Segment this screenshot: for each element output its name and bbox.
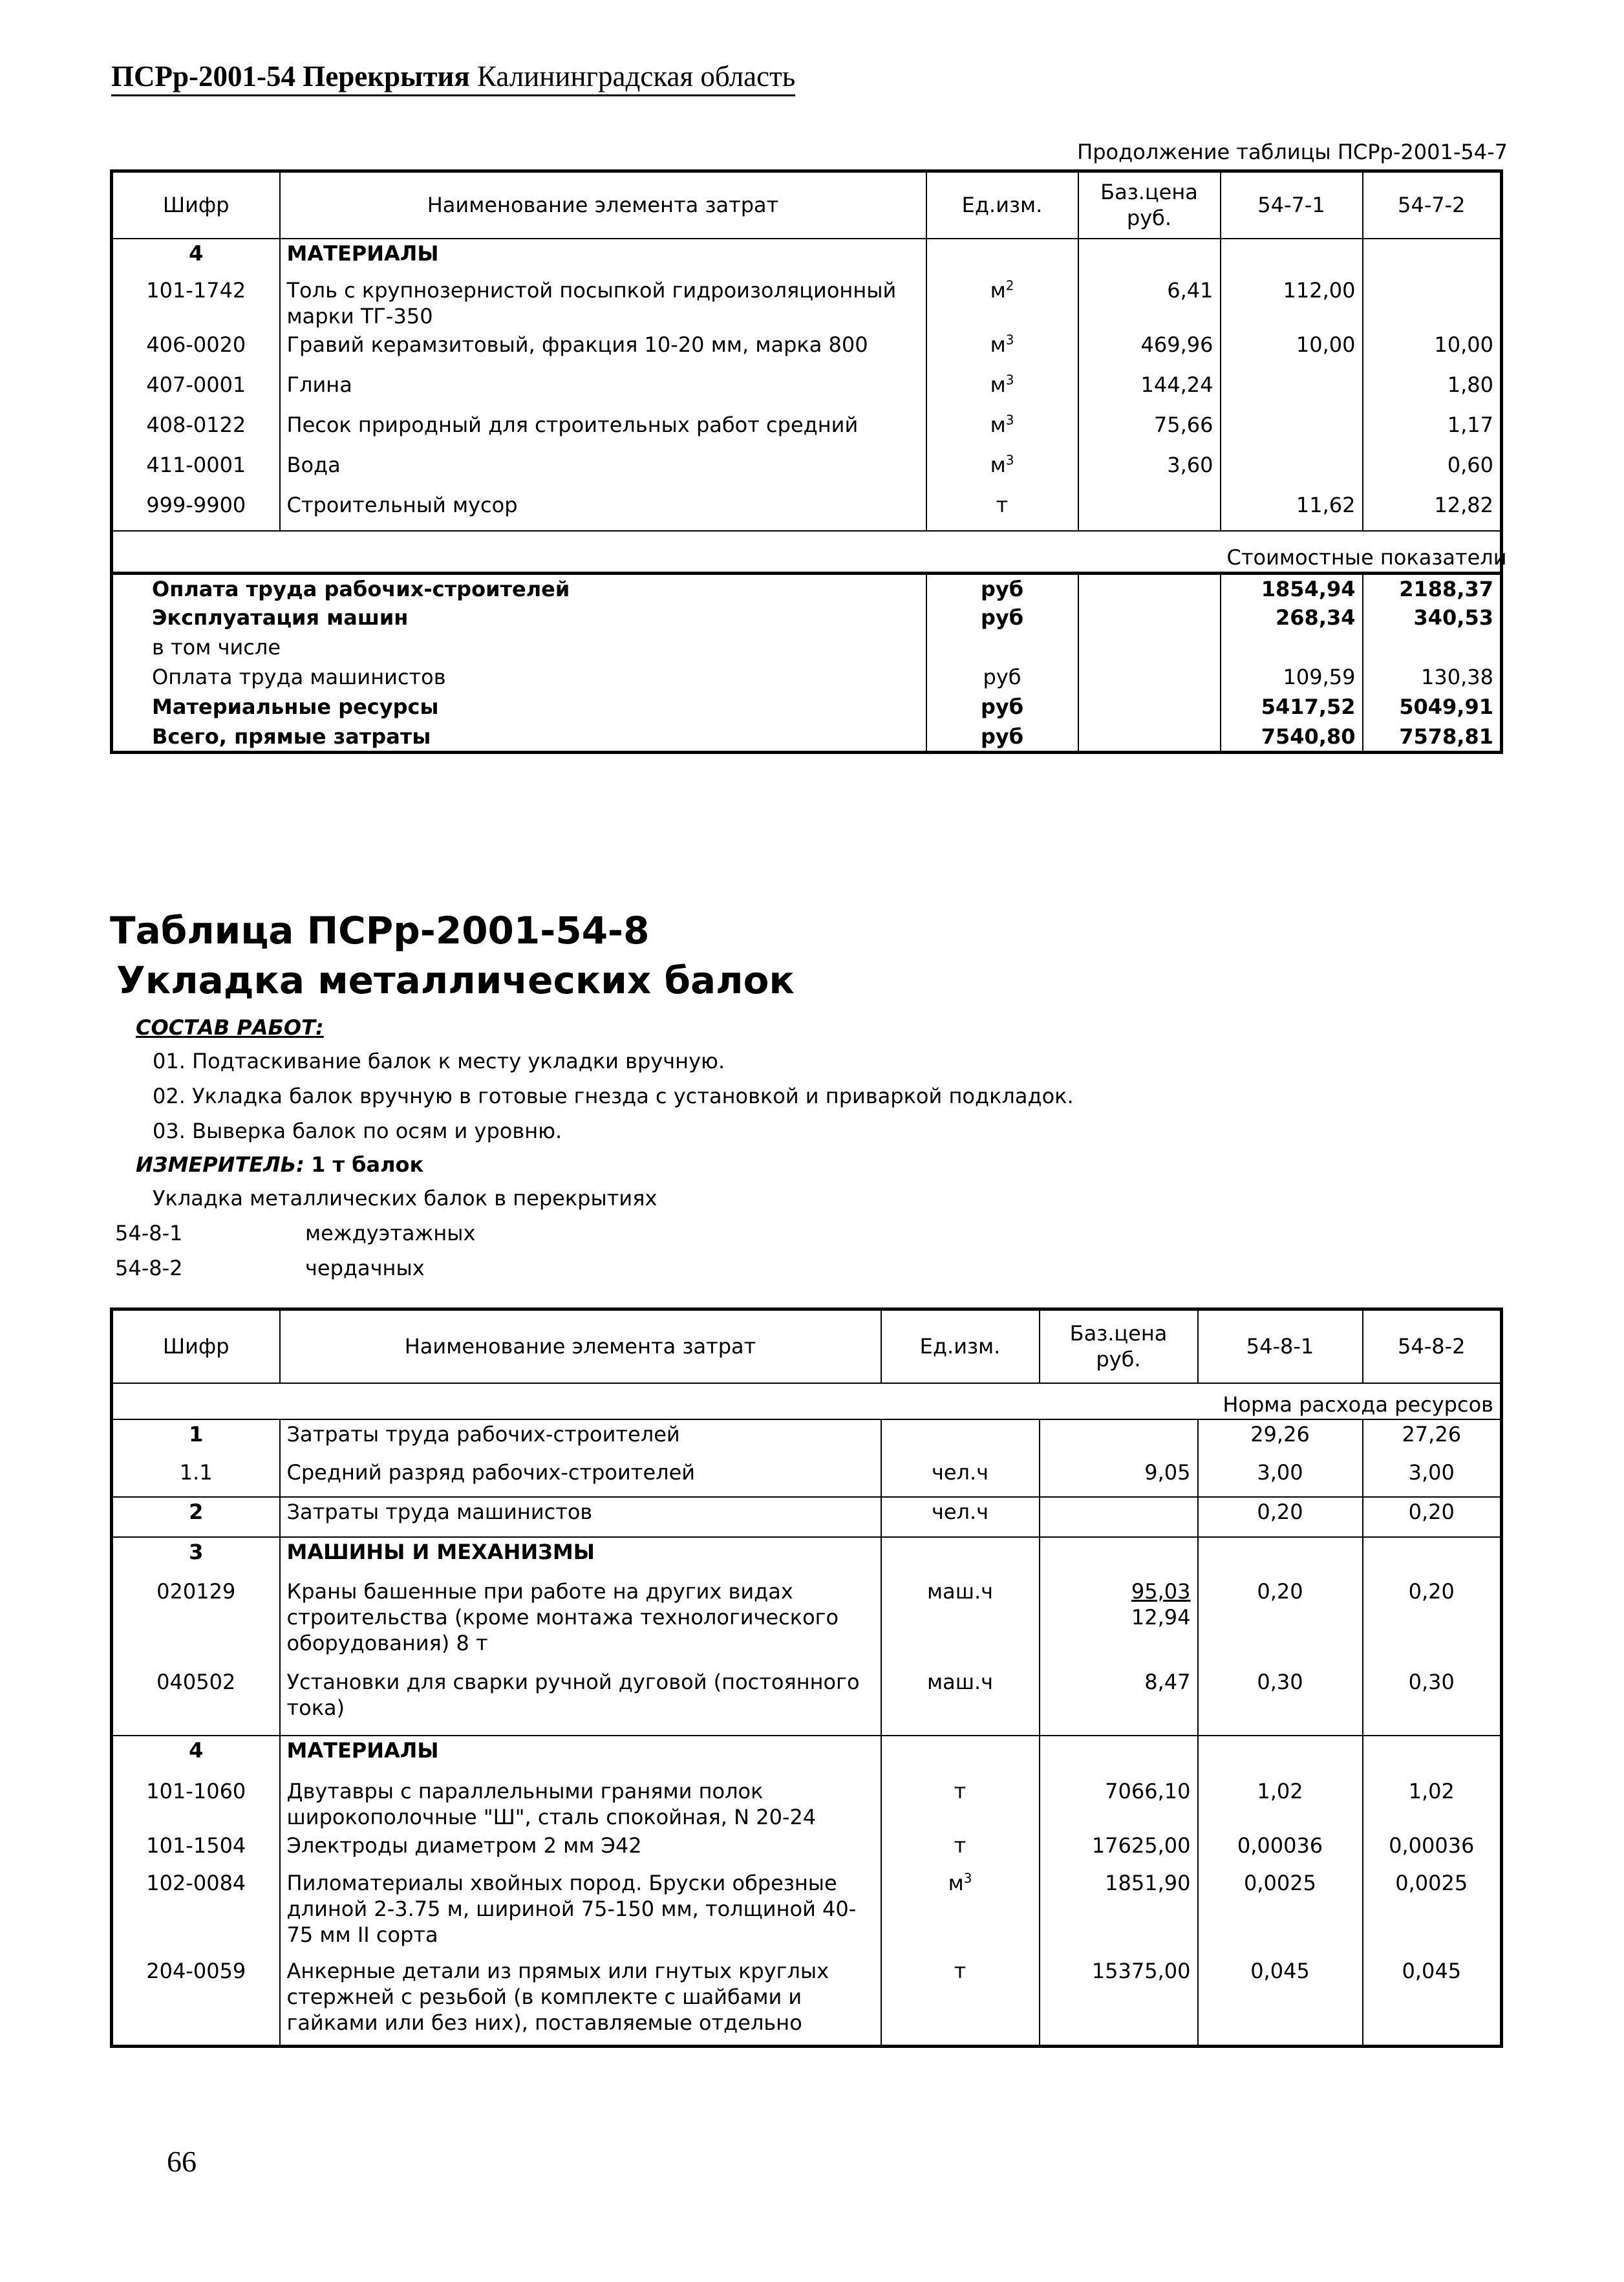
cost-label: Эксплуатация машин	[112, 603, 926, 633]
table-row	[112, 276, 1502, 330]
cost-row	[112, 633, 1502, 663]
cost-row	[112, 603, 1502, 633]
table-continuation-note: Продолжение таблицы ПСРр-2001-54-7	[1077, 140, 1508, 164]
row-name: Установки для сварки ручной дуговой (постоянного тока)	[280, 1657, 881, 1736]
row-value-1: 29,26	[1198, 1419, 1363, 1458]
norm-header: Норма расхода ресурсов	[1198, 1383, 1502, 1419]
row-price: 17625,00	[1040, 1831, 1198, 1869]
table-subtitle: Укладка металлических балок	[116, 958, 795, 1002]
row-value-1: 3,00	[1198, 1458, 1363, 1497]
row-value-2: 0,045	[1363, 1949, 1502, 2047]
row-value-1: 0,20	[1198, 1497, 1363, 1537]
row-unit: маш.ч	[881, 1657, 1040, 1736]
table-row	[112, 1577, 1502, 1657]
column-header: Шифр	[112, 171, 280, 239]
row-value-1: 0,0025	[1198, 1869, 1363, 1949]
row-value-1: 0,30	[1198, 1657, 1363, 1736]
row-code: 999-9900	[112, 491, 280, 531]
table-row	[112, 1497, 1502, 1537]
row-code: 406-0020	[112, 330, 280, 371]
cost-value-2	[1363, 633, 1502, 663]
cost-value-1	[1221, 633, 1363, 663]
row-name: Строительный мусор	[280, 491, 926, 531]
row-price: 8,47	[1040, 1657, 1198, 1736]
row-unit: $м^3$	[926, 411, 1078, 451]
meter-line	[136, 1152, 423, 1177]
work-item: 03. Выверка балок по осям и уровню.	[153, 1119, 562, 1143]
row-value-1	[1221, 411, 1363, 451]
variant-code: 54-8-2	[115, 1256, 183, 1280]
row-name: Средний разряд рабочих-строителей	[280, 1458, 881, 1497]
column-header: 54-8-2	[1363, 1309, 1502, 1383]
section-row	[112, 1537, 1502, 1577]
table-row	[112, 1831, 1502, 1869]
page-header	[111, 59, 795, 96]
row-price	[1040, 1419, 1198, 1458]
cost-header: Стоимостные показатели	[1221, 531, 1502, 574]
row-value-2: 0,20	[1363, 1497, 1502, 1537]
row-name: Анкерные детали из прямых или гнутых круглых стержней с резьбой (в комплекте с шайбами и гайками или без них), поставляемые отдельно	[280, 1949, 881, 2047]
row-price-secondary: 12,94	[1131, 1604, 1191, 1630]
row-value-1: 0,20	[1198, 1577, 1363, 1657]
doc-code: ПСРр-2001-54	[111, 60, 295, 92]
work-item: 01. Подтаскивание балок к месту укладки вручную.	[153, 1049, 725, 1073]
cost-row	[112, 693, 1502, 722]
variant-name: чердачных	[305, 1256, 425, 1280]
column-header: Баз.цена руб.	[1040, 1309, 1198, 1383]
cost-value-2: 340,53	[1363, 603, 1502, 633]
row-code: 408-0122	[112, 411, 280, 451]
cost-label: Оплата труда рабочих-строителей	[112, 574, 926, 604]
row-name: Краны башенные при работе на других видах строительства (кроме монтажа технологического оборудования) 8 т	[280, 1577, 881, 1657]
cost-header-row	[112, 531, 1502, 574]
cost-label: Материальные ресурсы	[112, 693, 926, 722]
row-price	[1078, 491, 1221, 531]
row-code: 101-1060	[112, 1777, 280, 1831]
row-unit	[881, 1419, 1040, 1458]
row-unit: т	[881, 1777, 1040, 1831]
row-code: 101-1742	[112, 276, 280, 330]
row-value-2: 1,02	[1363, 1777, 1502, 1831]
column-header: 54-8-1	[1198, 1309, 1363, 1383]
row-value-2: 27,26	[1363, 1419, 1502, 1458]
column-header: 54-7-2	[1363, 171, 1502, 239]
row-value-2: 12,82	[1363, 491, 1502, 531]
variant-code: 54-8-1	[115, 1221, 183, 1245]
meter-value: 1 т балок	[311, 1152, 424, 1177]
column-header: Ед.изм.	[926, 171, 1078, 239]
row-code: 204-0059	[112, 1949, 280, 2047]
row-code: 020129	[112, 1577, 280, 1657]
cost-label: в том числе	[112, 633, 926, 663]
column-header: Шифр	[112, 1309, 280, 1383]
doc-region: Калининградская область	[476, 60, 796, 92]
row-value-2: 1,80	[1363, 371, 1502, 411]
row-unit: т	[926, 491, 1078, 531]
norm-header-row	[112, 1383, 1502, 1419]
section-row	[112, 1736, 1502, 1777]
row-value-2: 1,17	[1363, 411, 1502, 451]
row-code: 2	[112, 1497, 280, 1537]
row-name: Затраты труда рабочих-строителей	[280, 1419, 881, 1458]
cost-value-1: 1854,94	[1221, 574, 1363, 604]
row-unit: маш.ч	[881, 1577, 1040, 1657]
column-header: Наименование элемента затрат	[280, 1309, 881, 1383]
cost-value-2: 130,38	[1363, 663, 1502, 693]
table-row	[112, 1869, 1502, 1949]
section-title: МАТЕРИАЛЫ	[280, 1736, 881, 1777]
table-row	[112, 451, 1502, 491]
column-header: 54-7-1	[1221, 171, 1363, 239]
cost-row	[112, 574, 1502, 604]
row-name: Двутавры с параллельными гранями полок широкополочные "Ш", сталь спокойная, N 20-24	[280, 1777, 881, 1831]
row-code: 101-1504	[112, 1831, 280, 1869]
table-row	[112, 1777, 1502, 1831]
row-value-1: 0,045	[1198, 1949, 1363, 2047]
row-price: 7066,10	[1040, 1777, 1198, 1831]
row-value-2: 10,00	[1363, 330, 1502, 371]
cost-value-1: 268,34	[1221, 603, 1363, 633]
cost-row	[112, 722, 1502, 753]
row-name: Толь с крупнозернистой посыпкой гидроизоляционный марки ТГ-350	[280, 276, 926, 330]
row-value-1	[1221, 371, 1363, 411]
row-value-1: 10,00	[1221, 330, 1363, 371]
row-value-1: 0,00036	[1198, 1831, 1363, 1869]
table-54-8	[110, 1308, 1503, 2048]
row-unit: $м^2$	[926, 276, 1078, 330]
row-value-2: 0,60	[1363, 451, 1502, 491]
table-title: Таблица ПСРр-2001-54-8	[110, 909, 650, 953]
cost-row	[112, 663, 1502, 693]
section-code: 4	[112, 239, 280, 276]
row-code: 1	[112, 1419, 280, 1458]
doc-section: Перекрытия	[303, 60, 470, 92]
row-value-2: 0,00036	[1363, 1831, 1502, 1869]
column-header: Наименование элемента затрат	[280, 171, 926, 239]
cost-unit: руб	[926, 663, 1078, 693]
row-name: Затраты труда машинистов	[280, 1497, 881, 1537]
row-name: Вода	[280, 451, 926, 491]
cost-unit: руб	[926, 574, 1078, 604]
page-number: 66	[167, 2145, 197, 2178]
cost-value-1: 109,59	[1221, 663, 1363, 693]
row-unit: т	[881, 1949, 1040, 2047]
cost-value-2: 2188,37	[1363, 574, 1502, 604]
meter-label: ИЗМЕРИТЕЛЬ:	[136, 1152, 304, 1177]
row-unit: чел.ч	[881, 1458, 1040, 1497]
row-code: 411-0001	[112, 451, 280, 491]
row-value-1	[1221, 451, 1363, 491]
section-title: МАШИНЫ И МЕХАНИЗМЫ	[280, 1537, 881, 1577]
row-price	[1040, 1577, 1198, 1657]
row-price: 15375,00	[1040, 1949, 1198, 2047]
table-54-7	[110, 169, 1507, 754]
column-header: Баз.цена руб.	[1078, 171, 1221, 239]
table-row	[112, 411, 1502, 451]
row-name: Песок природный для строительных работ средний	[280, 411, 926, 451]
row-price: 6,41	[1078, 276, 1221, 330]
table-row	[112, 1657, 1502, 1736]
cost-unit: руб	[926, 693, 1078, 722]
row-price: 144,24	[1078, 371, 1221, 411]
table-row	[112, 1458, 1502, 1497]
cost-label: Оплата труда машинистов	[112, 663, 926, 693]
work-description: Укладка металлических балок в перекрытиях	[153, 1186, 657, 1211]
cost-unit	[926, 633, 1078, 663]
cost-label: Всего, прямые затраты	[112, 722, 926, 753]
cost-unit: руб	[926, 722, 1078, 753]
table-row	[112, 1949, 1502, 2047]
variant-name: междуэтажных	[305, 1221, 476, 1245]
row-price	[1040, 1497, 1198, 1537]
row-value-2: 0,0025	[1363, 1869, 1502, 1949]
row-price: 469,96	[1078, 330, 1221, 371]
row-price: 1851,90	[1040, 1869, 1198, 1949]
row-unit: чел.ч	[881, 1497, 1040, 1537]
table-row	[112, 371, 1502, 411]
row-price-primary: 95,03	[1131, 1578, 1191, 1604]
row-value-2: 0,20	[1363, 1577, 1502, 1657]
row-price: 75,66	[1078, 411, 1221, 451]
section-code: 4	[112, 1736, 280, 1777]
work-item: 02. Укладка балок вручную в готовые гнезда с установкой и приваркой подкладок.	[153, 1084, 1074, 1108]
row-unit: $м^3$	[926, 451, 1078, 491]
row-value-2	[1363, 276, 1502, 330]
row-price: 3,60	[1078, 451, 1221, 491]
section-title: МАТЕРИАЛЫ	[280, 239, 926, 276]
row-code: 102-0084	[112, 1869, 280, 1949]
table-header-row	[112, 1309, 1502, 1383]
cost-unit: руб	[926, 603, 1078, 633]
section-row	[112, 239, 1502, 276]
row-unit: т	[881, 1831, 1040, 1869]
table-row	[112, 1419, 1502, 1458]
row-value-1: 11,62	[1221, 491, 1363, 531]
row-name: Электроды диаметром 2 мм Э42	[280, 1831, 881, 1869]
cost-value-1: 5417,52	[1221, 693, 1363, 722]
work-composition-label: СОСТАВ РАБОТ:	[136, 1015, 324, 1040]
row-value-2: 0,30	[1363, 1657, 1502, 1736]
column-header: Ед.изм.	[881, 1309, 1040, 1383]
cost-value-2: 5049,91	[1363, 693, 1502, 722]
row-code: 040502	[112, 1657, 280, 1736]
row-price: 9,05	[1040, 1458, 1198, 1497]
table-row	[112, 491, 1502, 531]
table-header-row	[112, 171, 1502, 239]
row-value-1: 1,02	[1198, 1777, 1363, 1831]
row-value-1: 112,00	[1221, 276, 1363, 330]
cost-value-1: 7540,80	[1221, 722, 1363, 753]
table-row	[112, 330, 1502, 371]
row-unit: $м^3$	[926, 371, 1078, 411]
row-name: Пиломатериалы хвойных пород. Бруски обрезные длиной 2-3.75 м, шириной 75-150 мм, толщиной 40-75 мм II сорта	[280, 1869, 881, 1949]
row-unit: $м^3$	[881, 1869, 1040, 1949]
row-code: 407-0001	[112, 371, 280, 411]
cost-value-2: 7578,81	[1363, 722, 1502, 753]
row-name: Глина	[280, 371, 926, 411]
section-code: 3	[112, 1537, 280, 1577]
row-unit: $м^3$	[926, 330, 1078, 371]
row-value-2: 3,00	[1363, 1458, 1502, 1497]
row-code: 1.1	[112, 1458, 280, 1497]
row-name: Гравий керамзитовый, фракция 10-20 мм, марка 800	[280, 330, 926, 371]
